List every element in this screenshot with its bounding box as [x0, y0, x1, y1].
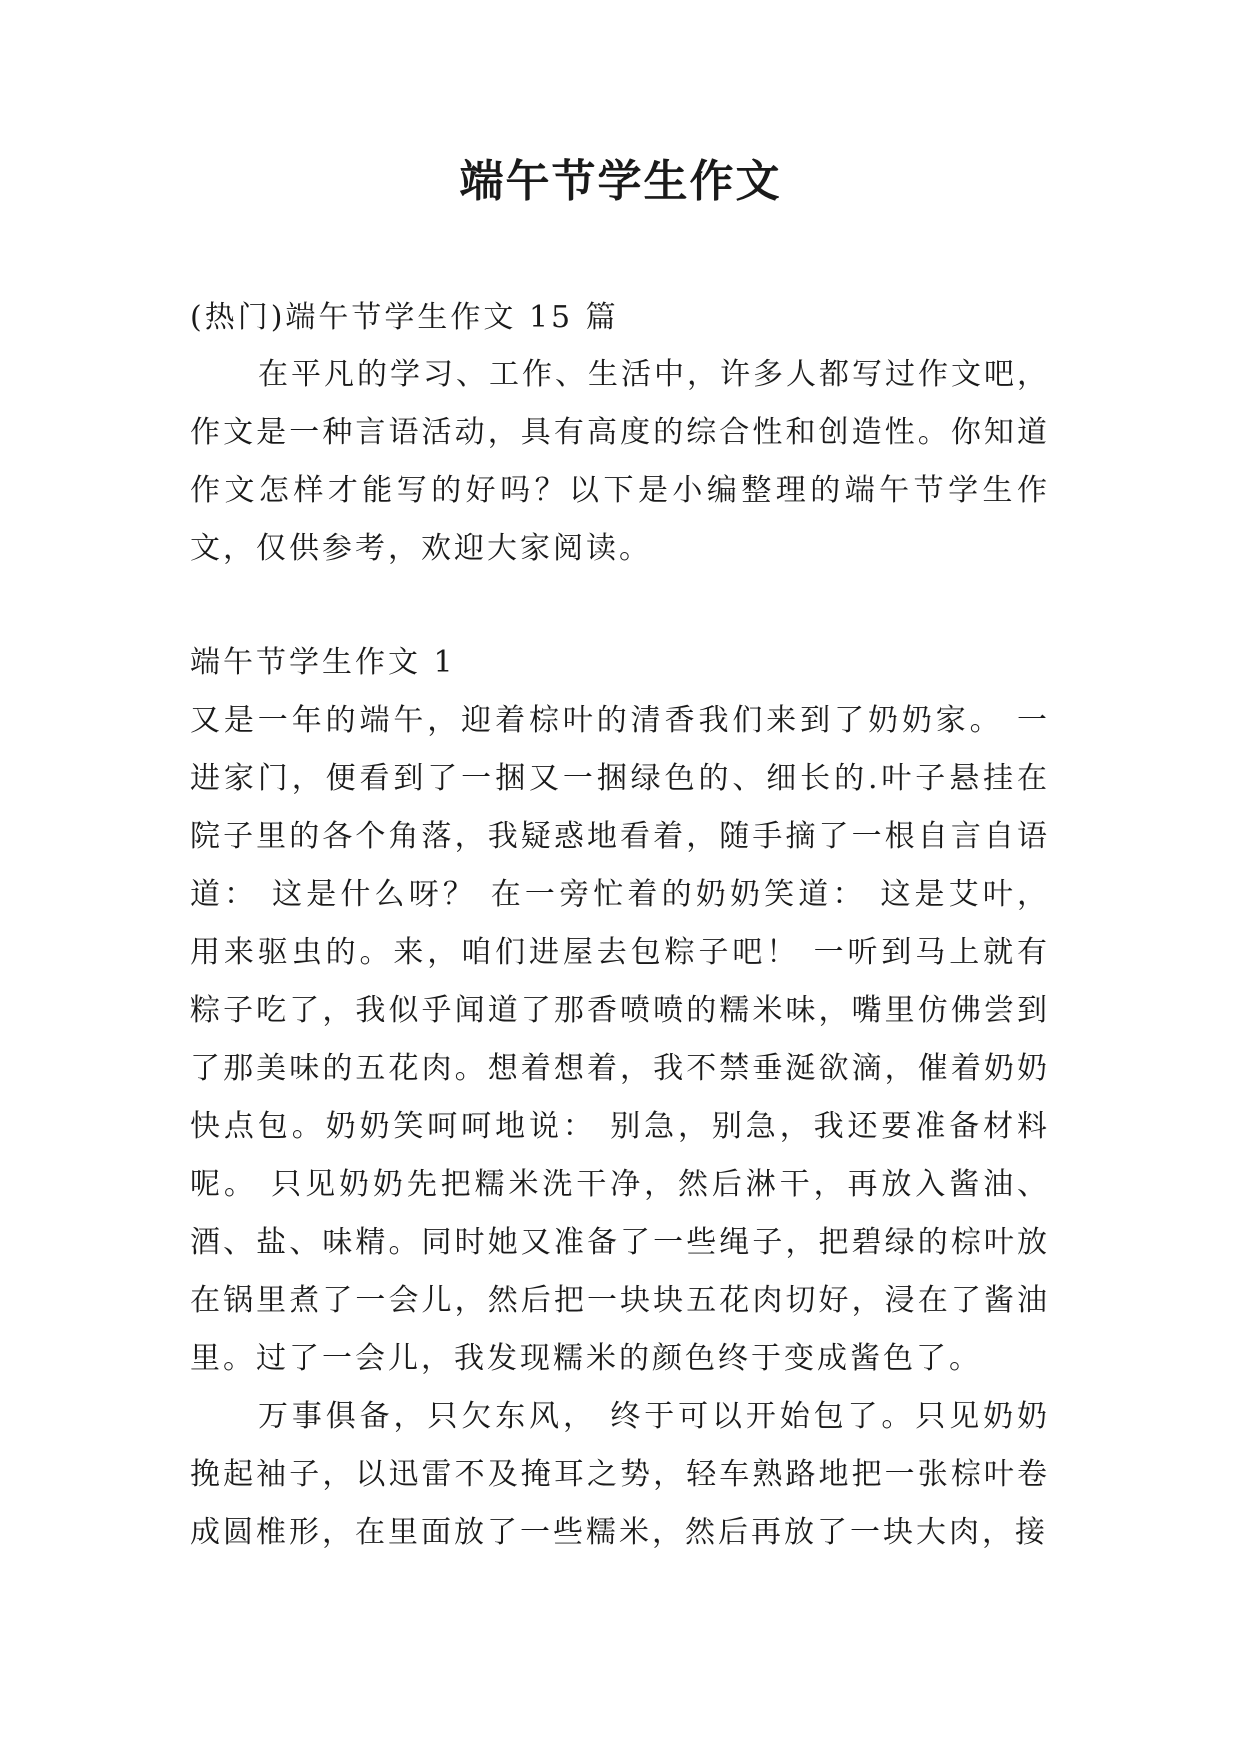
essay-paragraph: 万事俱备，只欠东风， 终于可以开始包了。只见奶奶挽起袖子，以迅雷不及掩耳之势，轻车熟路地把一张棕叶卷成圆椎形，在里面放了一些糯米，然后再放了一块大肉，接 — [190, 1399, 1050, 1550]
essay-body — [190, 692, 1050, 1562]
intro-paragraph: 在平凡的学习、工作、生活中，许多人都写过作文吧，作文是一种言语活动，具有高度的综合性和创造性。你知道作文怎样才能写的好吗？以下是小编整理的端午节学生作文，仅供参考，欢迎大家阅读。 — [190, 357, 1050, 566]
document-subtitle: (热门)端午节学生作文 15 篇 — [190, 300, 619, 335]
essay-paragraph: 又是一年的端午，迎着棕叶的清香我们来到了奶奶家。 一进家门，便看到了一捆又一捆绿色的、细长的.叶子悬挂在院子里的各个角落，我疑惑地看着，随手摘了一根自言自语道： 这是什么呀？ 在一旁忙着的奶奶笑道： 这是艾叶，用来驱虫的。来，咱们进屋去包粽子吧！ 一听到马上就有粽子吃了，我似乎闻道了那香喷喷的糯米味，嘴里仿佛尝到了那美味的五花肉。想着想着，我不禁垂涎欲滴，催着奶奶快点包。奶奶笑呵呵地说： 别急，别急，我还要准备材料呢。 只见奶奶先把糯米洗干净，然后淋干，再放入酱油、酒、盐、味精。同时她又准备了一些绳子，把碧绿的棕叶放在锅里煮了一会儿，然后把一块块五花肉切好，浸在了酱油里。过了一会儿，我发现糯米的颜色终于变成酱色了。 — [190, 703, 1050, 1376]
section-heading: 端午节学生作文 1 — [190, 645, 456, 680]
document-title: 端午节学生作文 — [459, 156, 782, 207]
intro-block — [190, 346, 1050, 578]
